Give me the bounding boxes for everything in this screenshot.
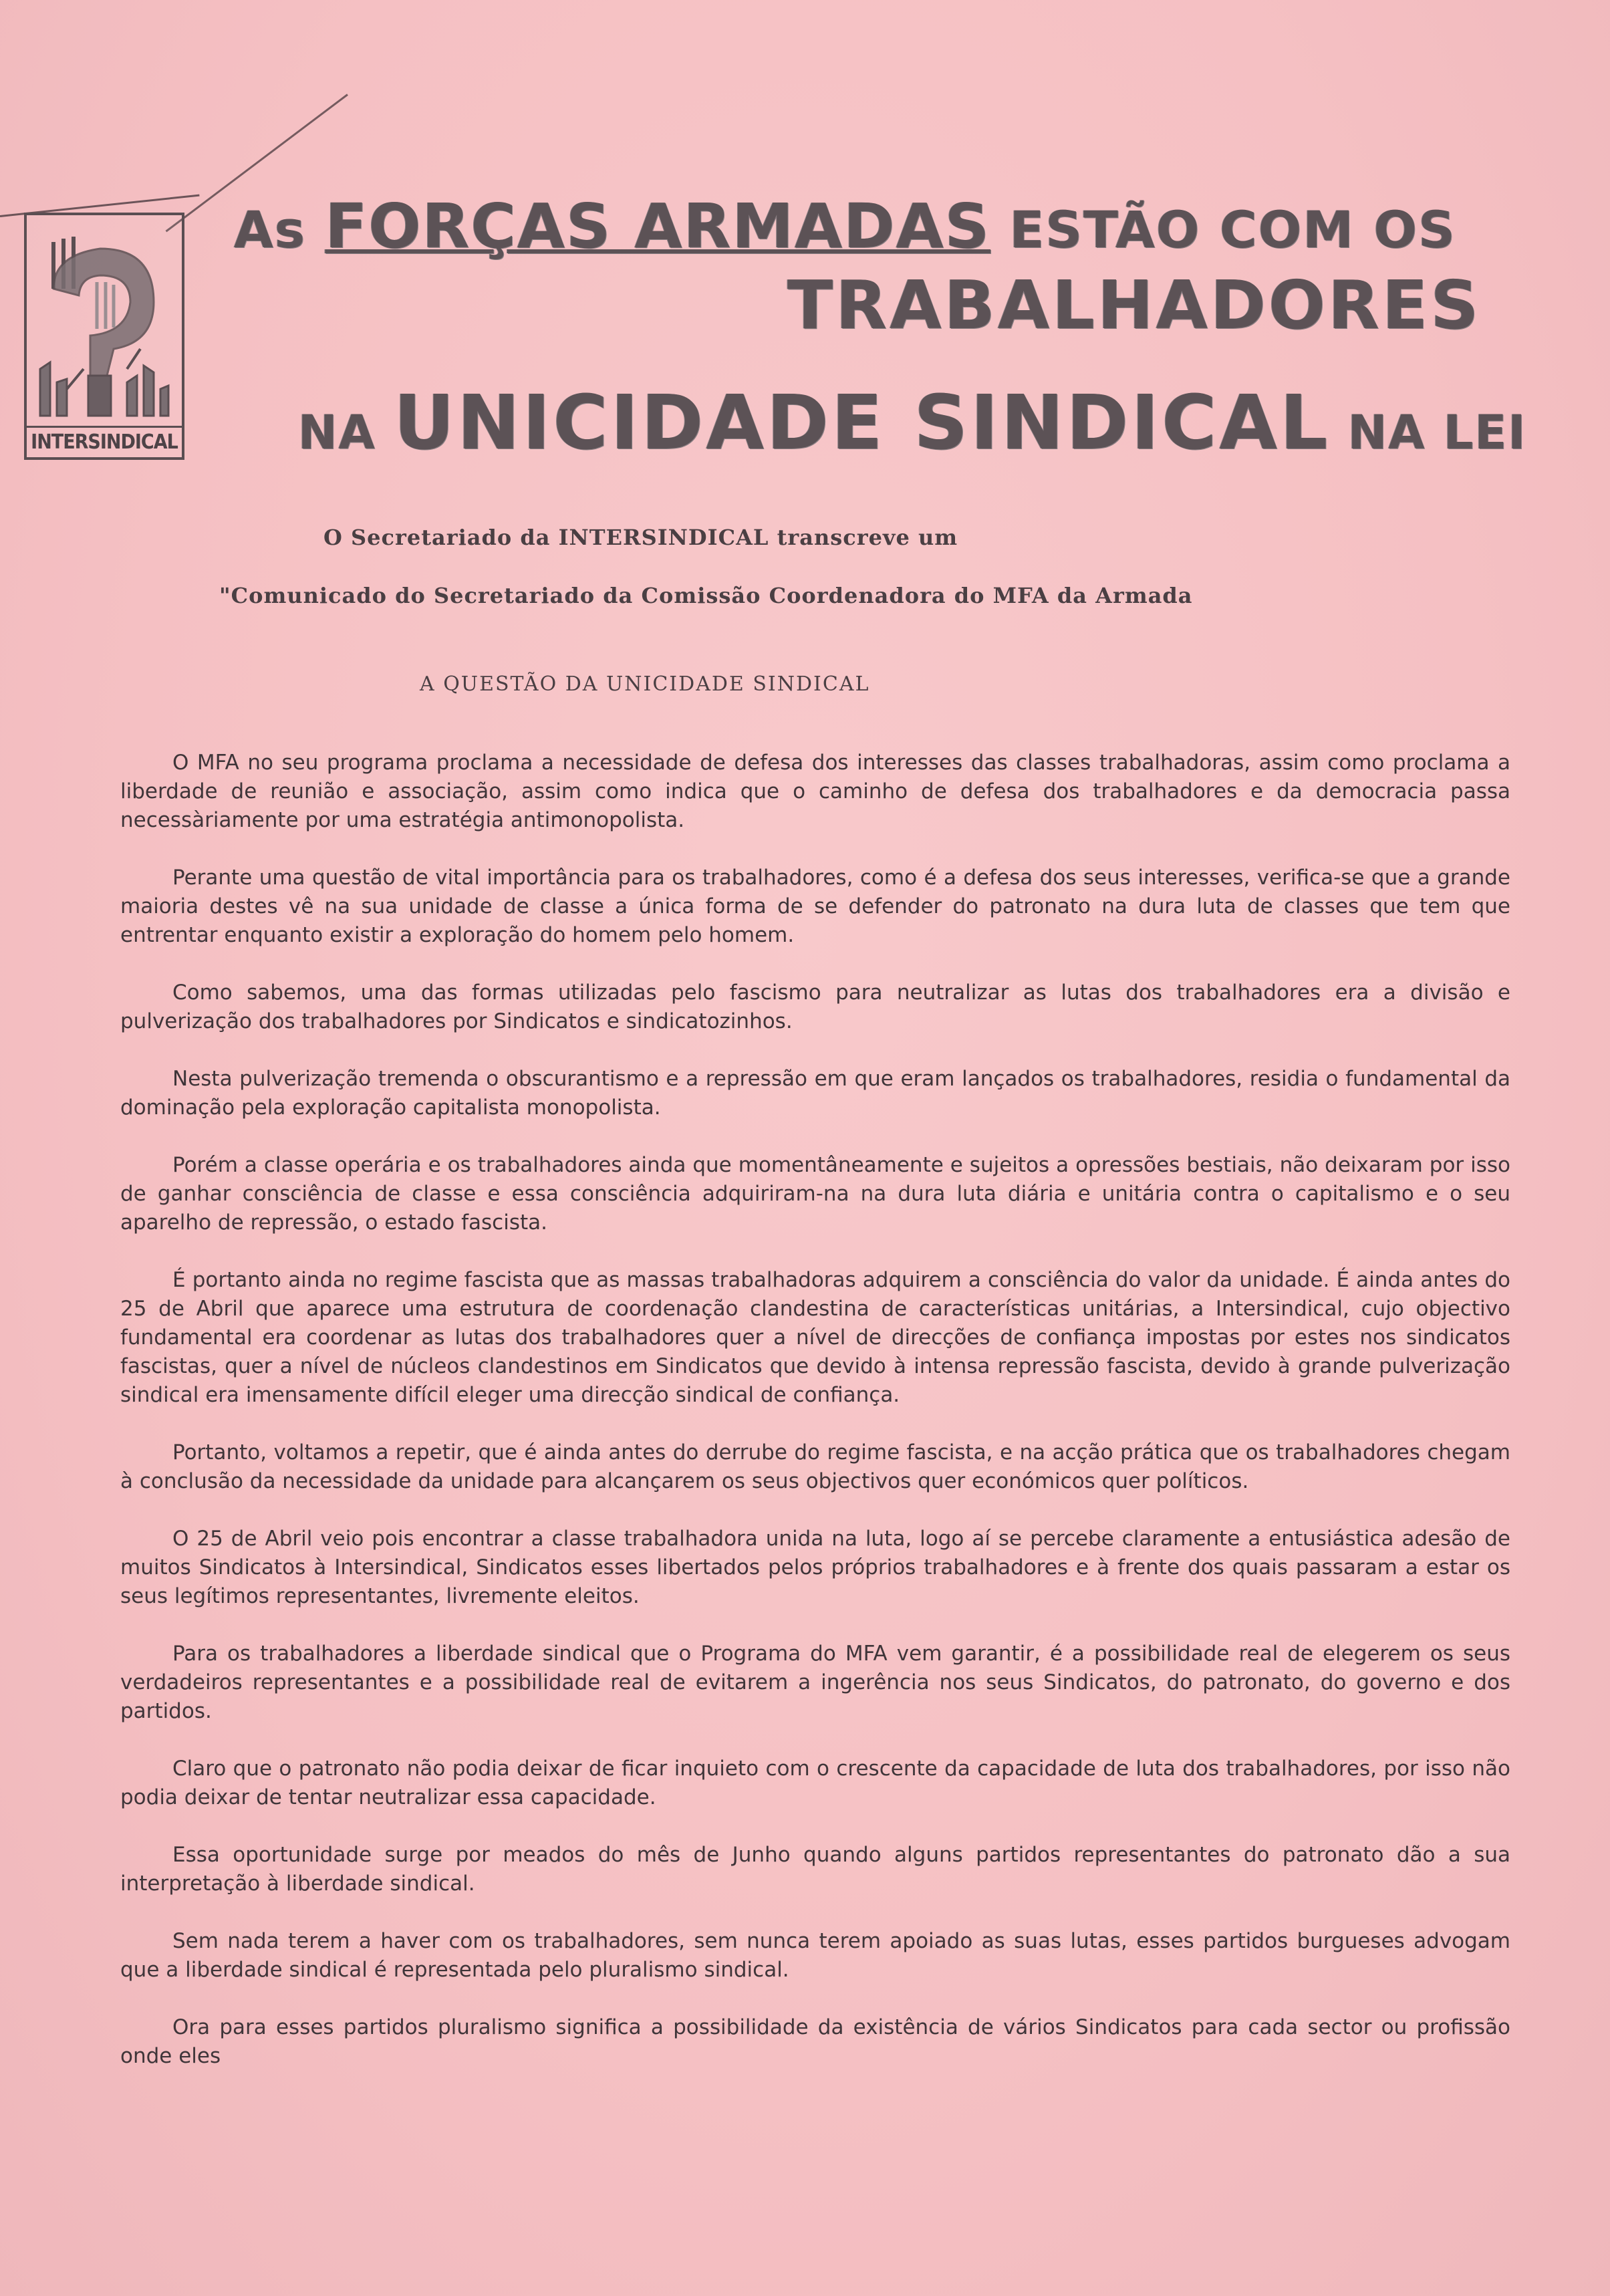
logo-emblem-icon	[27, 215, 182, 428]
headline-na: NA	[298, 405, 394, 460]
paragraph: Essa oportunidade surge por meados do mês de Junho quando alguns partidos representantes do patronato dão a sua interpretação à liberdade sindical.	[120, 1843, 1510, 1896]
headline-forcas-armadas: FORÇAS ARMADAS	[325, 190, 991, 262]
paragraph: Claro que o patronato não podia deixar de ficar inquieto com o crescente da capacidade de luta dos trabalhadores, por isso não podia deixar de tentar neutralizar essa capacidade.	[120, 1757, 1510, 1809]
headline-line-2: TRABALHADORES	[787, 266, 1482, 344]
paragraph: O MFA no seu programa proclama a necessidade de defesa dos interesses das classes trabalhadoras, assim como proclama a liberdade de reunião e associação, assim como indica que o caminho de defesa dos trabalhadores e da democracia passa necessàriamente por uma estratégia antimonopolista.	[120, 751, 1510, 832]
logo-label: INTERSINDICAL	[27, 426, 182, 457]
document-body	[120, 749, 1510, 2099]
headline-unicidade-sindical: UNICIDADE SINDICAL	[394, 380, 1331, 467]
headline-estao-com-os: ESTÃO COM OS	[990, 200, 1456, 259]
paragraph: Ora para esses partidos pluralismo significa a possibilidade da existência de vários Sindicatos para cada sector ou profissão onde eles	[120, 2015, 1510, 2068]
paragraph: Perante uma questão de vital importância para os trabalhadores, como é a defesa dos seus interesses, verifica-se que a grande maioria destes vê na sua unidade de classe a única forma de se defender do patronato na dura luta de classes que tem que entrentar enquanto existir a exploração do homem pelo homem.	[120, 866, 1510, 947]
paragraph: É portanto ainda no regime fascista que as massas trabalhadoras adquirem a consciência do valor da unidade. É ainda antes do 25 de Abril que aparece uma estrutura de coordenação clandestina de características unitárias, a Intersindical, cujo objectivo fundamental era coordenar as lutas dos trabalhadores quer a nível de direcções de confiança impostas por estes nos sindicatos fascistas, quer a nível de núcleos clandestinos em Sindicatos que devido à intensa repressão fascista, devido à grande pulverização sindical era imensamente difícil eleger uma direcção sindical de confiança.	[120, 1268, 1510, 1407]
paragraph: Sem nada terem a haver com os trabalhadores, sem nunca terem apoiado as suas lutas, esses partidos burgueses advogam que a liberdade sindical é representada pelo pluralismo sindical.	[120, 1929, 1510, 1982]
intersindical-logo	[24, 213, 184, 460]
section-title: A QUESTÃO DA UNICIDADE SINDICAL	[420, 672, 870, 696]
paragraph: Portanto, voltamos a repetir, que é ainda antes do derrube do regime fascista, e na acção prática que os trabalhadores chegam à conclusão da necessidade da unidade para alcançarem os seus objectivos quer económicos quer políticos.	[120, 1440, 1510, 1493]
paragraph: Porém a classe operária e os trabalhadores ainda que momentâneamente e sujeitos a opressões bestiais, não deixaram por isso de ganhar consciência de classe e essa consciência adquiriram-na na dura luta diária e unitária contra o capitalismo e o seu aparelho de repressão, o estado fascista.	[120, 1153, 1510, 1235]
headline-as: As	[234, 200, 325, 259]
paragraph: O 25 de Abril veio pois encontrar a classe trabalhadora unida na luta, logo aí se percebe claramente a entusiástica adesão de muitos Sindicatos à Intersindical, Sindicatos esses libertados pelos próprios trabalhadores e à frente dos quais passaram a estar os seus legítimos representantes, livremente eleitos.	[120, 1527, 1510, 1608]
paragraph: Como sabemos, uma das formas utilizadas pelo fascismo para neutralizar as lutas dos trabalhadores era a divisão e pulverização dos trabalhadores por Sindicatos e sindicatozinhos.	[120, 981, 1510, 1033]
paragraph: Nesta pulverização tremenda o obscurantismo e a repressão em que eram lançados os trabalhadores, residia o fundamental da dominação pela exploração capitalista monopolista.	[120, 1067, 1510, 1120]
headline-line-1	[234, 190, 1456, 262]
intro-line-2: "Comunicado do Secretariado da Comissão Coordenadora do MFA da Armada	[219, 583, 1193, 608]
paragraph: Para os trabalhadores a liberdade sindical que o Programa do MFA vem garantir, é a possibilidade real de elegerem os seus verdadeiros representantes e a possibilidade real de evitarem a ingerência nos seus Sindicatos, do patronato, do governo e dos partidos.	[120, 1642, 1510, 1723]
headline-line-3	[298, 380, 1526, 467]
intro-line-1: O Secretariado da INTERSINDICAL transcreve um	[323, 525, 958, 550]
headline-na-lei: NA LEI	[1330, 405, 1527, 460]
